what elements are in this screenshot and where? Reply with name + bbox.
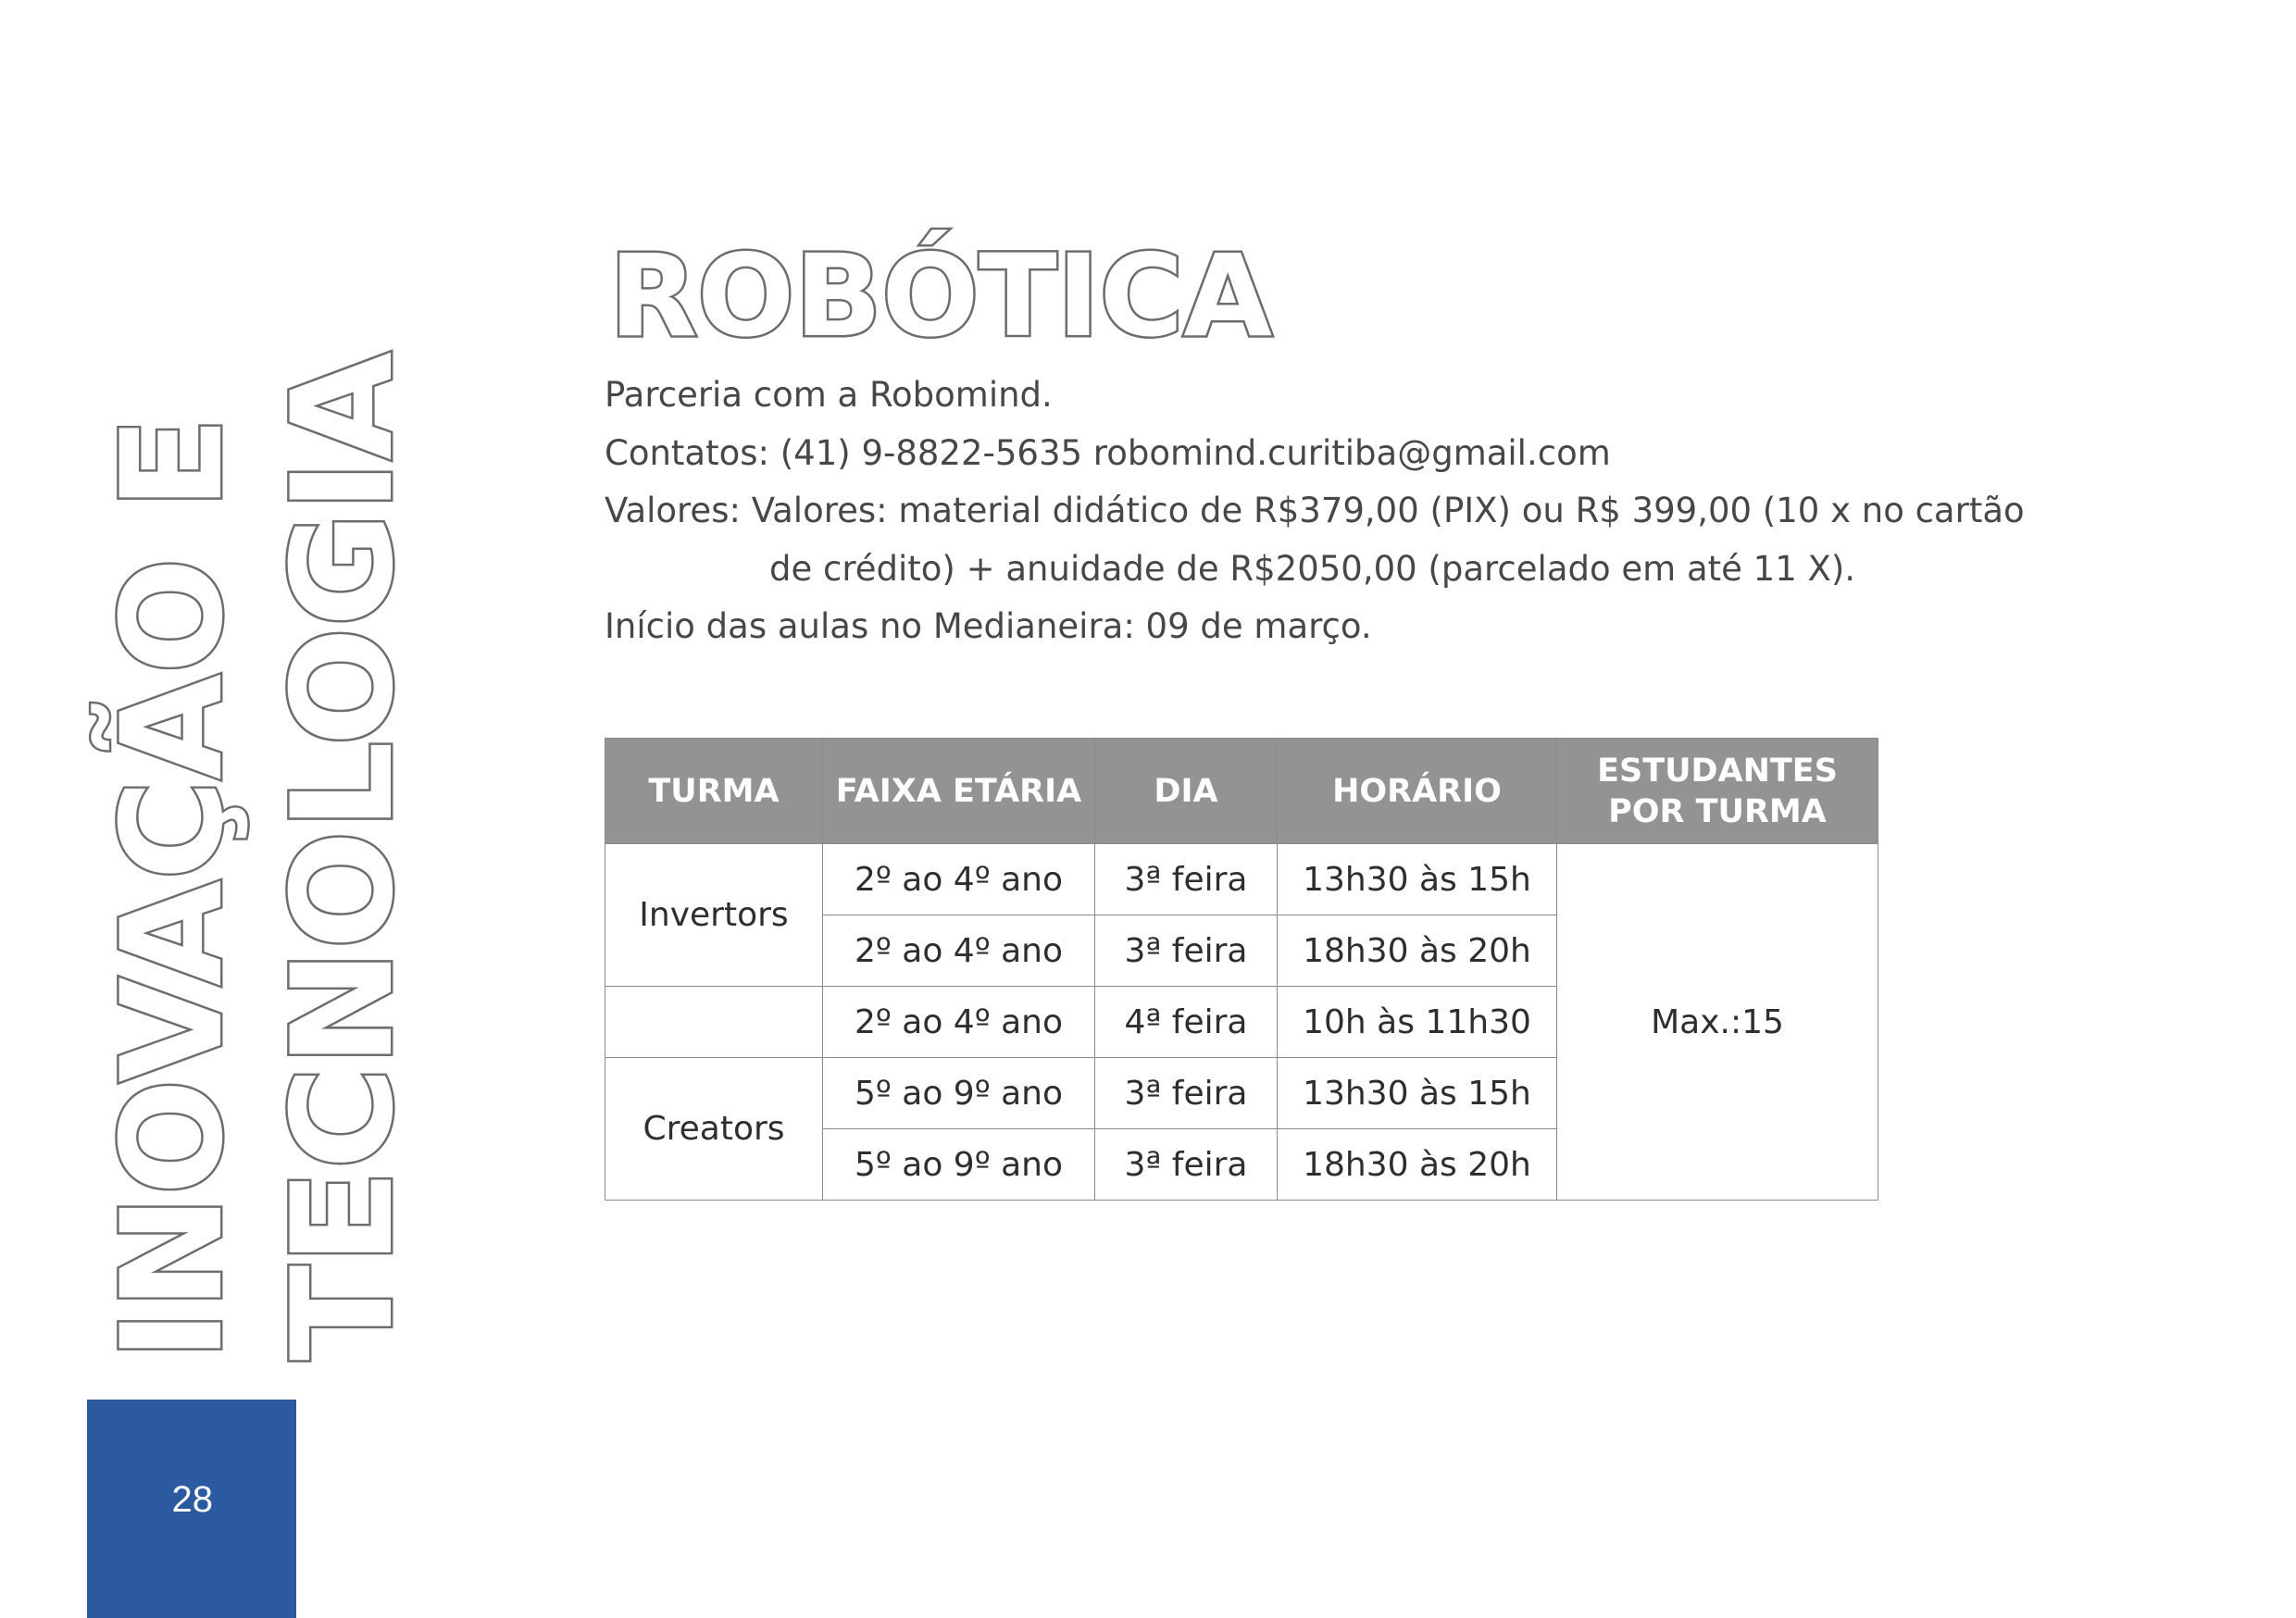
cell-dia: 4ª feira (1095, 987, 1278, 1058)
cell-faixa: 5º ao 9º ano (823, 1058, 1095, 1129)
cell-dia: 3ª feira (1095, 1129, 1278, 1201)
header-estudantes-line1: ESTUDANTES (1597, 752, 1838, 790)
cell-horario: 18h30 às 20h (1278, 915, 1557, 987)
cell-turma-empty (605, 987, 823, 1058)
page-title-text: ROBÓTICA (609, 230, 1272, 350)
page-tab (87, 1400, 296, 1618)
header-estudantes (1557, 739, 1878, 844)
cell-max-students: Max.:15 (1557, 844, 1878, 1201)
group-invertors: Invertors (605, 844, 823, 987)
cell-dia: 3ª feira (1095, 1058, 1278, 1129)
cell-faixa: 2º ao 4º ano (823, 915, 1095, 987)
cell-faixa: 2º ao 4º ano (823, 987, 1095, 1058)
contacts-text: Contatos: (41) 9-8822-5635 robomind.curitiba@gmail.com (605, 432, 1611, 473)
header-faixa-etaria: FAIXA ETÁRIA (823, 739, 1095, 844)
start-date-text: Início das aulas no Medianeira: 09 de março. (605, 606, 1372, 646)
side-heading-line1: INOVAÇÃO E (93, 402, 254, 1361)
values-text-line1: Valores: Valores: material didático de R$379,00 (PIX) ou R$ 399,00 (10 x no cartão (605, 491, 2025, 530)
cell-dia: 3ª feira (1095, 915, 1278, 987)
partnership-text: Parceria com a Robomind. (605, 375, 1053, 415)
group-creators: Creators (605, 1058, 823, 1201)
cell-faixa: 5º ao 9º ano (823, 1129, 1095, 1201)
page-title (602, 220, 1287, 350)
cell-dia: 3ª feira (1095, 844, 1278, 915)
cell-horario: 13h30 às 15h (1278, 844, 1557, 915)
values-text-line2: de crédito) + anuidade de R$2050,00 (parcelado em até 11 X). (769, 548, 1856, 589)
header-dia: DIA (1095, 739, 1278, 844)
header-turma: TURMA (605, 739, 823, 844)
schedule-table (605, 738, 1878, 1201)
cell-horario: 13h30 às 15h (1278, 1058, 1557, 1129)
page-number: 28 (171, 1479, 213, 1520)
header-horario: HORÁRIO (1278, 739, 1557, 844)
cell-faixa: 2º ao 4º ano (823, 844, 1095, 915)
header-estudantes-line2: POR TURMA (1608, 792, 1827, 830)
table-header-row (605, 739, 1878, 844)
cell-horario: 18h30 às 20h (1278, 1129, 1557, 1201)
side-heading-line2: TECNOLOGIA (263, 360, 424, 1361)
table-row (605, 844, 1878, 915)
cell-horario: 10h às 11h30 (1278, 987, 1557, 1058)
info-block (605, 367, 2025, 656)
